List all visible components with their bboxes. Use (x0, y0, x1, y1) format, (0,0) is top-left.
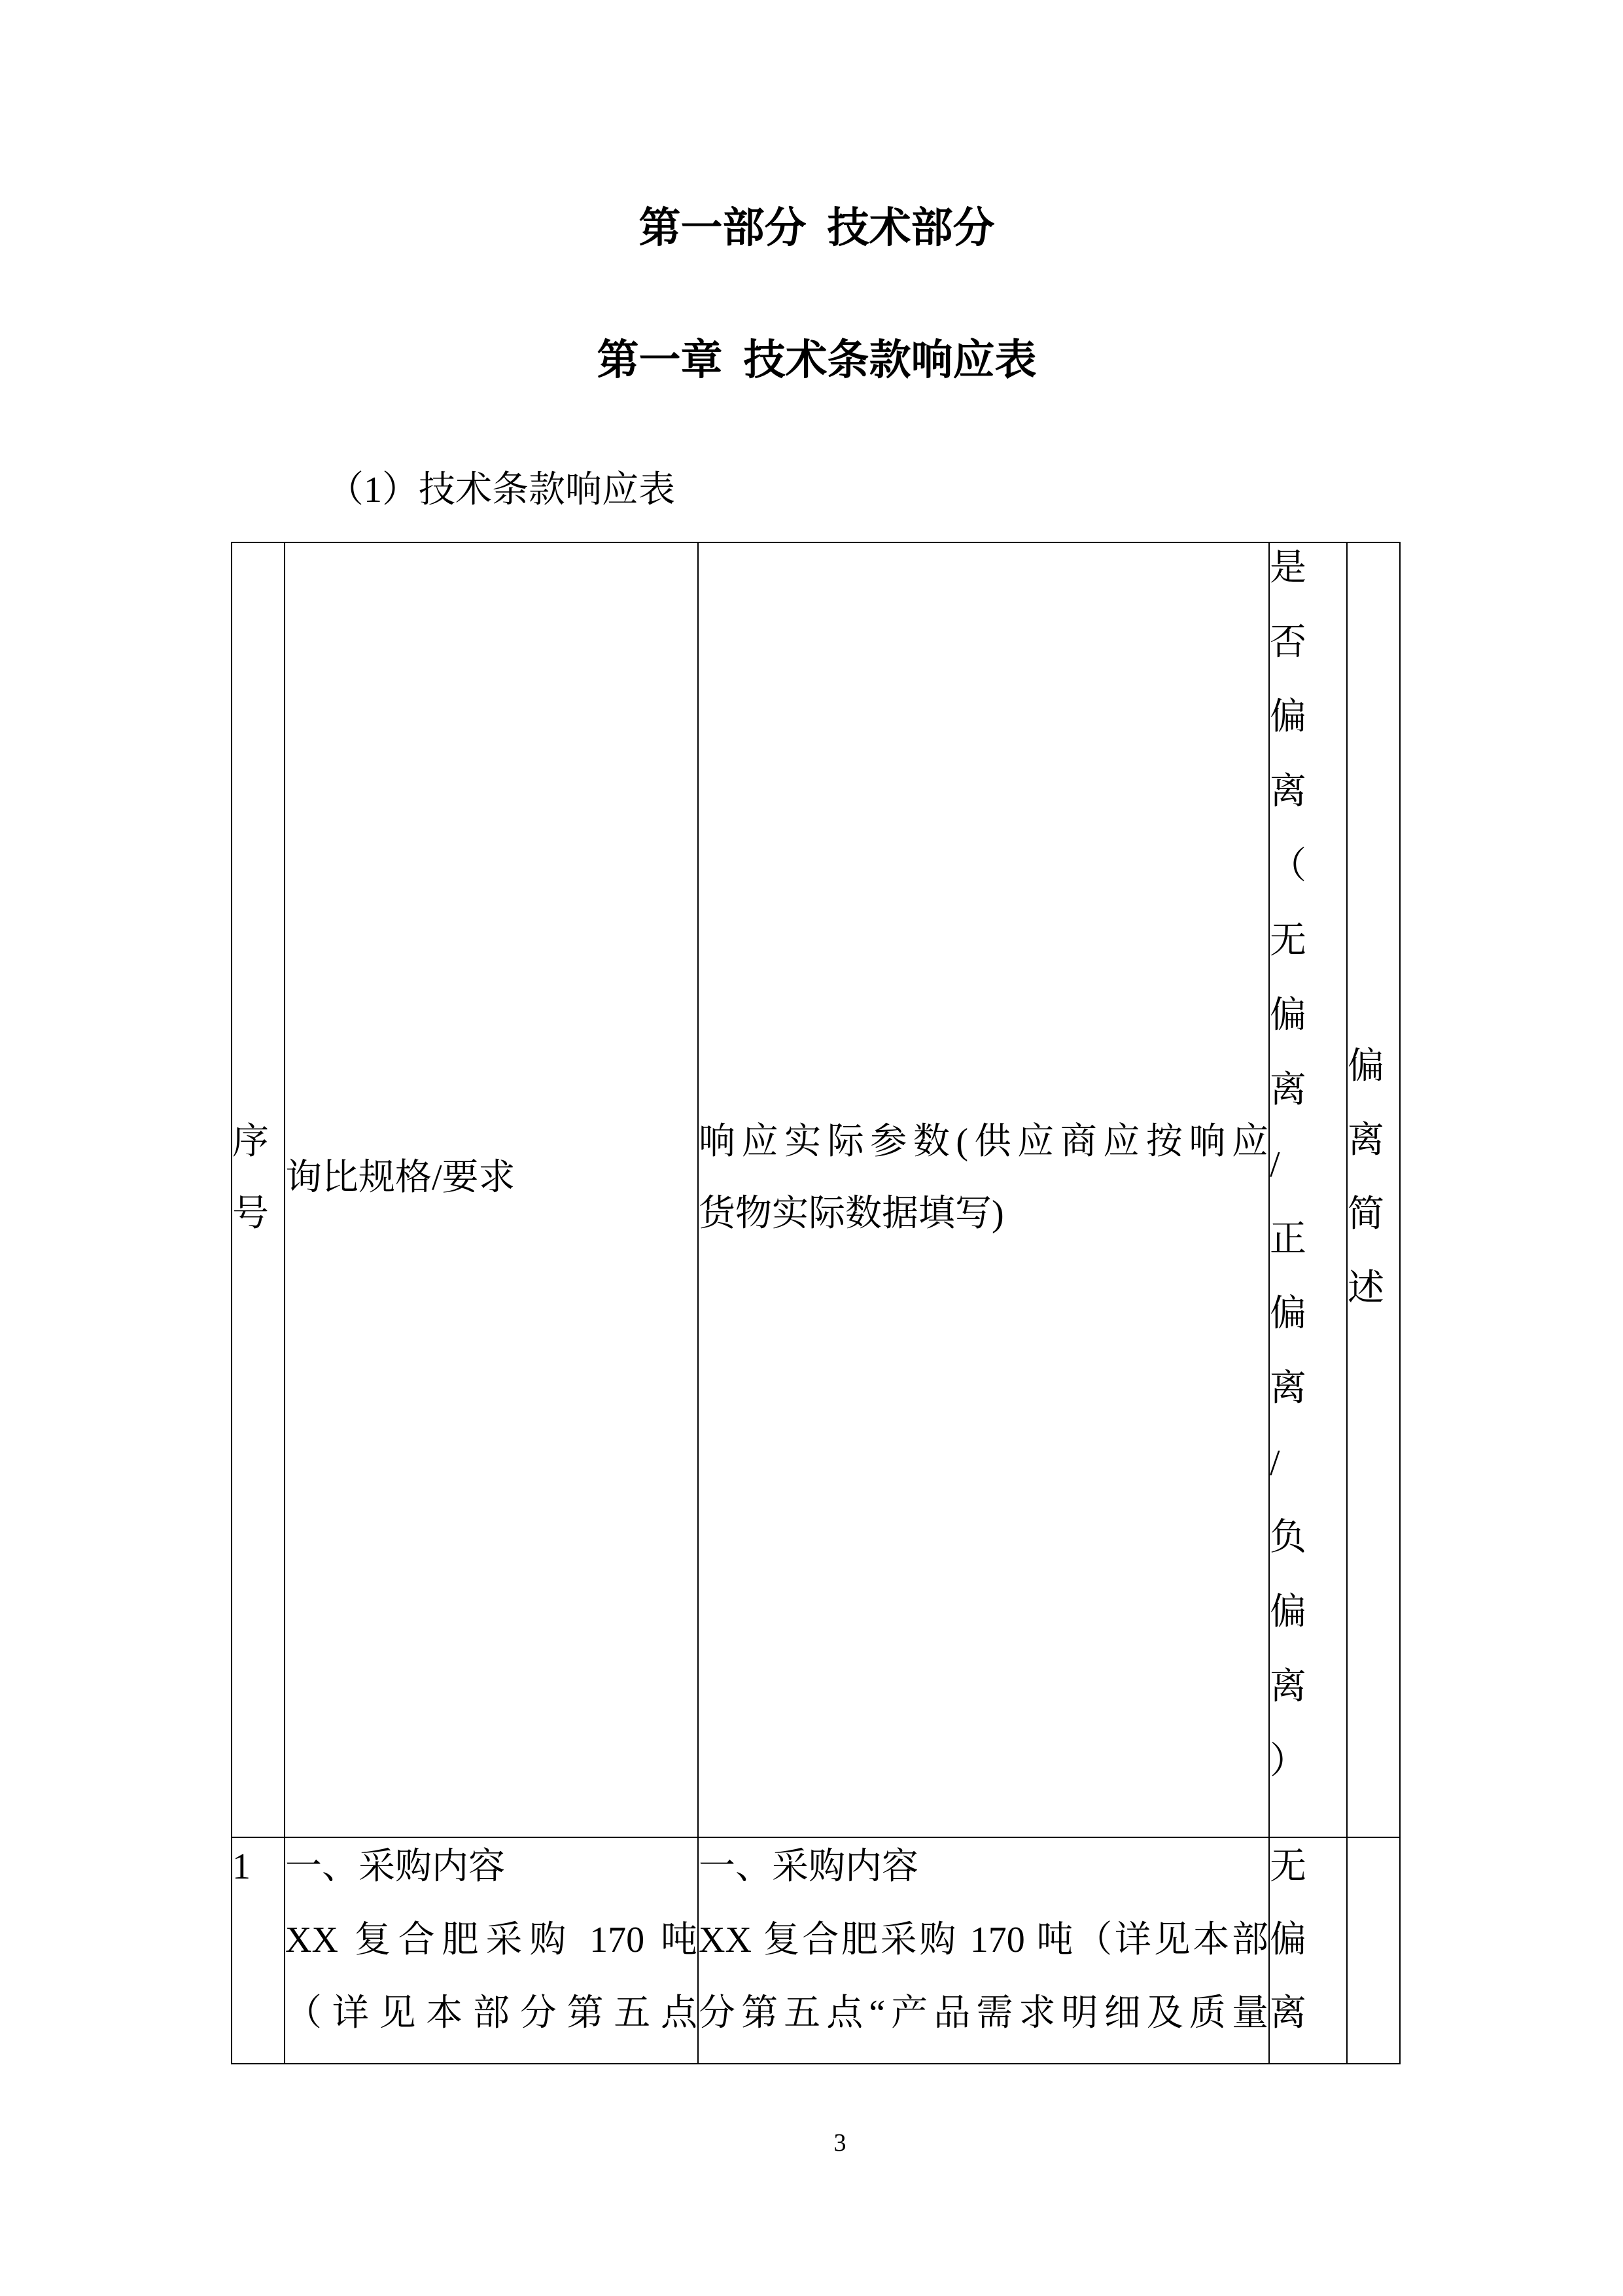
chapter-title: 第一章 技术条款响应表 (597, 337, 1037, 383)
header-seq-cell (232, 542, 285, 1837)
row-deviation-desc-cell (1347, 1837, 1400, 2064)
row-seq: 1 (232, 1846, 251, 1887)
row-requirement-line: 一、采购内容 (285, 1846, 505, 1887)
row-requirement-line: （详见本部分第五点 (285, 1993, 697, 2034)
technical-response-table (231, 542, 1401, 2064)
row-deviation-cell (1269, 1837, 1347, 2064)
section-label: （1）技术条款响应表 (327, 470, 675, 510)
row-response-line: XX 复合肥采购 170 吨（详见本部 (699, 1920, 1268, 1960)
row-seq-cell (232, 1837, 285, 2064)
part-title: 第一部分 技术部分 (638, 205, 995, 251)
header-deviation-cell (1269, 542, 1347, 1837)
row-response-line: 一、采购内容 (699, 1846, 918, 1887)
row-deviation: 无偏离 (1270, 1846, 1306, 2034)
row-requirement-line: XX 复合肥采购 170 吨 (285, 1920, 697, 1960)
header-response-line: 响应实际参数(供应商应按响应 (699, 1121, 1268, 1162)
table-row (232, 1837, 1400, 2064)
header-seq: 序号 (232, 1121, 269, 1234)
header-response-line: 货物实际数据填写) (699, 1193, 1004, 1234)
page-number: 3 (833, 2129, 846, 2157)
row-response-cell (698, 1837, 1269, 2064)
row-response-line: 分第五点“产品需求明细及质量 (699, 1993, 1268, 2034)
table-header-row (232, 542, 1400, 1837)
header-deviation-desc-cell (1347, 542, 1400, 1837)
header-deviation: 是否偏离（无偏离/正偏离/负偏离） (1270, 548, 1306, 1782)
header-response-cell (698, 542, 1269, 1837)
header-requirement: 询比规格/要求 (285, 1157, 515, 1198)
row-requirement-cell (285, 1837, 698, 2064)
header-requirement-cell (285, 542, 698, 1837)
header-deviation-desc: 偏离简述 (1348, 1046, 1384, 1309)
